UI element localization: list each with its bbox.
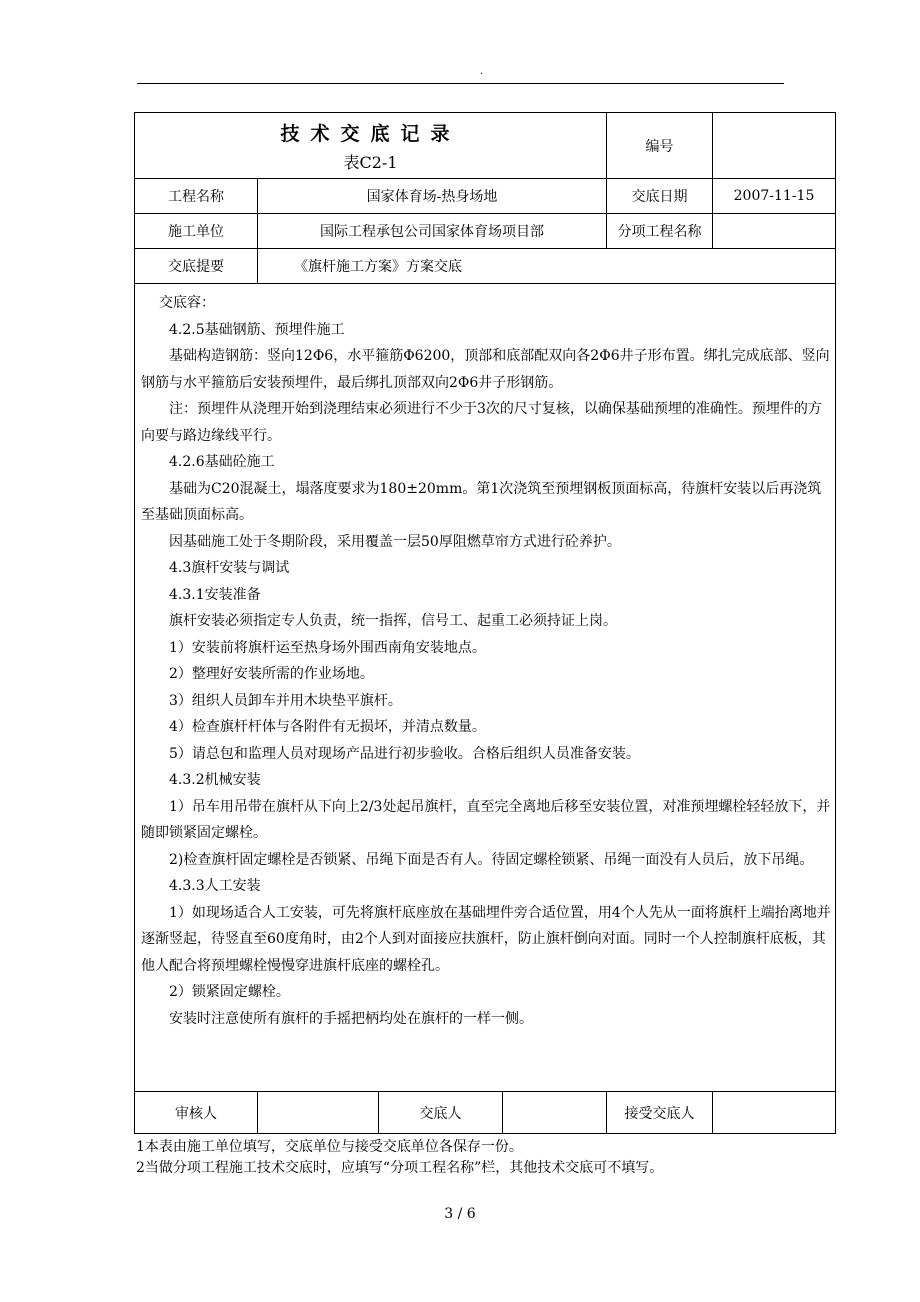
form-subtitle: 表C2-1 xyxy=(343,152,398,172)
number-label: 编号 xyxy=(607,113,713,179)
form-title-cell xyxy=(135,113,607,179)
content-paragraph: 4.3.2机械安装 xyxy=(169,772,261,788)
content-paragraph: 1）如现场适合人工安装，可先将旗杆底座放在基础埋件旁合适位置，用4个人先从一面将旗杆上端抬离地并逐渐竖起，待竖直至60度角时，由2个人到对面接应扶旗杆，防止旗杆倒向对面。同时一个人控制旗杆底板，其他人配合将预埋螺栓慢慢穿进旗杆底座的螺栓孔。 xyxy=(141,904,831,974)
content-paragraph: 4.3.3人工安装 xyxy=(169,878,261,894)
form-title: 技术交底记录 xyxy=(280,122,461,145)
construction-unit-label: 施工单位 xyxy=(135,214,258,249)
receiver-label: 接受交底人 xyxy=(607,1092,713,1134)
reviewer-label: 审核人 xyxy=(135,1092,258,1134)
content-paragraph: 注：预埋件从浇理开始到浇理结束必须进行不少于3次的尺寸复核，以确保基础预埋的准确性。预埋件的方向要与路边缘线平行。 xyxy=(141,401,822,444)
content-paragraph: 安装时注意使所有旗杆的手摇把柄均处在旗杆的一样一侧。 xyxy=(169,1010,533,1027)
content-paragraph: 2）锁紧固定螺栓。 xyxy=(169,984,290,1000)
content-paragraph: 4.3.1安装准备 xyxy=(169,586,261,603)
content-paragraph: 旗杆安装必须指定专人负责，统一指挥，信号工、起重工必须持证上岗。 xyxy=(169,613,617,629)
page-number: 3 / 6 xyxy=(444,1206,476,1222)
content-paragraph: 1）吊车用吊带在旗杆从下向上2/3处起吊旗杆，直至完全离地后移至安装位置，对准预埋螺栓轻轻放下，并随即锁紧固定螺栓。 xyxy=(141,798,831,841)
content-paragraph: 2）整理好安装所需的作业场地。 xyxy=(169,666,374,682)
disclosure-content xyxy=(135,284,836,1092)
reviewer-field[interactable] xyxy=(258,1092,379,1134)
content-paragraph: 5）请总包和监理人员对现场产品进行初步验收。合格后组织人员准备安装。 xyxy=(169,745,640,762)
discloser-field[interactable] xyxy=(503,1092,607,1134)
content-paragraph: 4.3旗杆安装与调试 xyxy=(169,560,290,576)
footnotes xyxy=(136,1137,663,1179)
project-name-label: 工程名称 xyxy=(135,179,258,214)
disclosure-date-field[interactable]: 2007-11-15 xyxy=(713,179,836,214)
discloser-label: 交底人 xyxy=(379,1092,503,1134)
content-label: 交底容： xyxy=(159,295,215,311)
content-paragraph: 基础为C20混凝土，塌落度要求为180±20mm。第1次浇筑至预埋钢板顶面标高，待旗杆安装以后再浇筑至基础顶面标高。 xyxy=(141,480,822,523)
summary-label: 交底提要 xyxy=(135,249,258,284)
header-dot: . xyxy=(480,66,484,77)
project-name-field[interactable]: 国家体育场-热身场地 xyxy=(258,179,607,214)
disclosure-date-label: 交底日期 xyxy=(607,179,713,214)
subproject-name-label: 分项工程名称 xyxy=(607,214,713,249)
content-paragraph: 因基础施工处于冬期阶段，采用覆盖一层50厚阻燃草帘方式进行砼养护。 xyxy=(169,533,621,550)
footnote-2: 2当做分项工程施工技术交底时，应填写“分项工程名称”栏，其他技术交底可不填写。 xyxy=(136,1160,664,1176)
content-paragraph: 3）组织人员卸车并用木块垫平旗杆。 xyxy=(169,692,402,709)
subproject-name-field[interactable] xyxy=(713,214,836,249)
content-paragraph: 2)检查旗杆固定螺栓是否锁紧、吊绳下面是否有人。待固定螺栓锁紧、吊绳一面没有人员后，放下吊绳。 xyxy=(169,851,814,868)
disclosure-record-table xyxy=(134,112,836,1134)
number-field[interactable] xyxy=(713,113,836,179)
header-rule xyxy=(137,83,784,84)
content-paragraph: 4.2.6基础砼施工 xyxy=(169,454,275,470)
receiver-field[interactable] xyxy=(713,1092,836,1134)
construction-unit-field[interactable]: 国际工程承包公司国家体育场项目部 xyxy=(258,214,607,249)
summary-field[interactable]: 《旗杆施工方案》方案交底 xyxy=(258,249,836,284)
content-paragraph: 4）检查旗杆杆体与各附件有无损坏，并清点数量。 xyxy=(169,719,486,735)
content-paragraph: 1）安装前将旗杆运至热身场外围西南角安装地点。 xyxy=(169,639,486,656)
footnote-1: 1本表由施工单位填写，交底单位与接受交底单位各保存一份。 xyxy=(136,1139,523,1155)
content-paragraph: 4.2.5基础钢筋、预埋件施工 xyxy=(169,321,345,338)
content-paragraph: 基础构造钢筋：竖向12Φ6，水平箍筋Φ6200，顶部和底部配双向各2Φ6井子形布置。绑扎完成底部、竖向钢筋与水平箍筋后安装预埋件，最后绑扎顶部双向2Φ6井子形钢筋。 xyxy=(141,348,830,391)
